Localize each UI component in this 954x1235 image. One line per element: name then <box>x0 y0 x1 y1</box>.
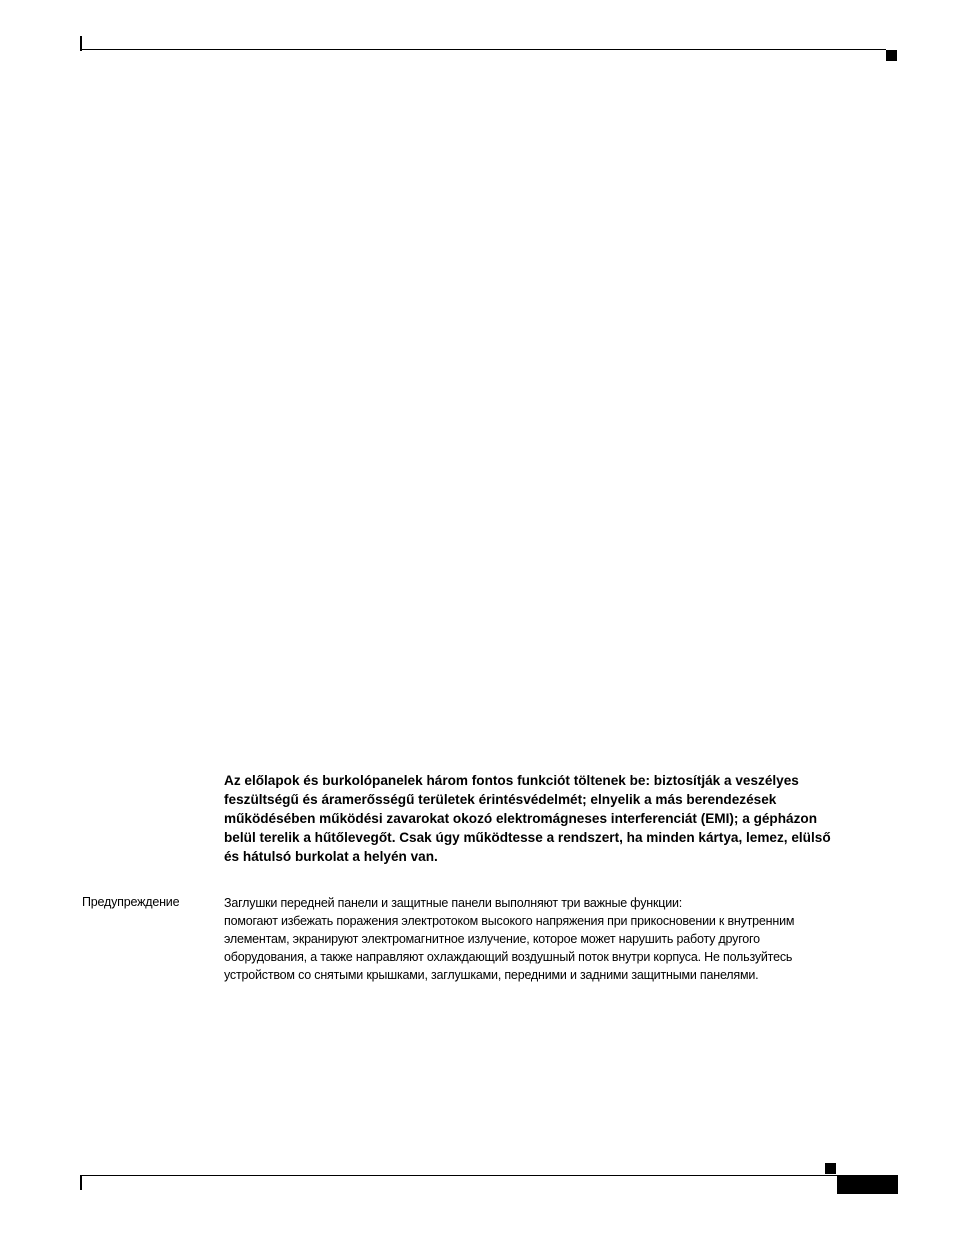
russian-warning-line: устройством со снятыми крышками, заглушками, передними и задними защитными панелями. <box>224 968 759 982</box>
footer-square-mark <box>825 1163 836 1174</box>
header-rule <box>80 49 886 50</box>
hungarian-warning-line: működésében működési zavarokat okozó elektromágneses interferenciát (EMI); a gépházon <box>224 811 818 826</box>
footer-rule <box>80 1175 898 1176</box>
hungarian-warning-line: belül terelik a hűtőlevegőt. Csak úgy működtesse a rendszert, ha minden kártya, lemez, elülső <box>224 830 831 845</box>
russian-warning-line: помогают избежать поражения электротоком высокого напряжения при прикосновении к внутренним <box>224 914 795 928</box>
russian-warning-label: Предупреждение <box>82 895 180 909</box>
russian-warning-line: оборудования, а также направляют охлаждающий воздушный поток внутри корпуса. Не пользуйтесь <box>224 950 793 964</box>
footer-page-tab <box>837 1176 898 1194</box>
hungarian-warning-line: feszültségű és áramerősségű területek érintésvédelmét; elnyelik a más berendezések <box>224 792 777 807</box>
hungarian-warning-line: és hátulsó burkolat a helyén van. <box>224 849 438 864</box>
russian-warning-line: Заглушки передней панели и защитные панели выполняют три важные функции: <box>224 896 683 910</box>
footer-corner-mark <box>80 1175 82 1190</box>
russian-warning-line: элементам, экранируют электромагнитное излучение, которое может нарушить работу другого <box>224 932 760 946</box>
hungarian-warning-line: Az előlapok és burkolópanelek három fontos funkciót töltenek be: biztosítják a veszélyes <box>224 773 799 788</box>
hungarian-warning-text <box>224 771 894 866</box>
russian-warning-text <box>224 894 894 984</box>
header-square-mark <box>886 50 897 61</box>
